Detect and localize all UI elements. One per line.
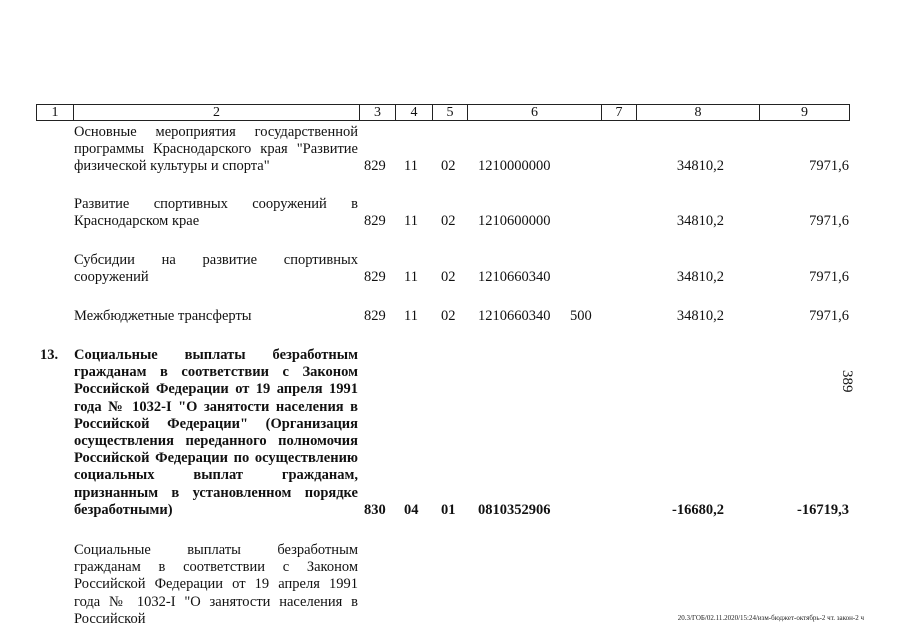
header-col-2: 2 [73, 105, 359, 120]
header-col-9: 9 [759, 105, 849, 120]
cell-ministry: 829 [364, 308, 386, 324]
cell-amount-1: 34810,2 [676, 269, 724, 285]
row-description: Межбюджетные трансферты [74, 308, 252, 324]
row-description: Основные мероприятия государственной программы Краснодарского края "Развитие физической культуры и спорта" [74, 124, 358, 175]
cell-subsection: 02 [441, 308, 456, 324]
cell-section: 11 [404, 269, 418, 285]
cell-amount-1: -16680,2 [672, 502, 724, 518]
header-col-8: 8 [636, 105, 759, 120]
cell-target-article: 1210000000 [478, 158, 551, 174]
cell-amount-1: 34810,2 [676, 158, 724, 174]
header-col-4: 4 [395, 105, 432, 120]
row-number: 13. [40, 347, 59, 363]
cell-amount-2: -16719,3 [797, 502, 849, 518]
cell-ministry: 829 [364, 158, 386, 174]
header-col-6: 6 [467, 105, 601, 120]
cell-amount-2: 7971,6 [809, 269, 849, 285]
cell-target-article: 1210660340 [478, 308, 551, 324]
row-description: Социальные выплаты безработным гражданам в соответствии с Законом Российской Федерации от 19 апреля 1991 года № 1032-I "О занятости населения в Российской Федерации" (Организация осуществления переданного полномочия Российской Федерации по осуществлению социальных выплат гражданам, признанным в установленном порядке безработными) [74, 347, 358, 518]
cell-amount-1: 34810,2 [676, 308, 724, 324]
cell-subsection: 02 [441, 213, 456, 229]
cell-amount-2: 7971,6 [809, 308, 849, 324]
header-col-5: 5 [432, 105, 467, 120]
table-header-row [36, 104, 850, 121]
row-description: Развитие спортивных сооружений в Краснодарском крае [74, 196, 358, 230]
cell-target-article: 1210600000 [478, 213, 551, 229]
cell-amount-2: 7971,6 [809, 158, 849, 174]
cell-section: 04 [404, 502, 419, 518]
cell-ministry: 830 [364, 502, 386, 518]
cell-target-article: 0810352906 [478, 502, 551, 518]
cell-target-article: 1210660340 [478, 269, 551, 285]
header-col-3: 3 [359, 105, 395, 120]
cell-section: 11 [404, 158, 418, 174]
cell-ministry: 829 [364, 213, 386, 229]
page-number: 389 [839, 370, 855, 393]
cell-subsection: 02 [441, 269, 456, 285]
header-col-1: 1 [51, 105, 59, 120]
cell-subsection: 02 [441, 158, 456, 174]
cell-ministry: 829 [364, 269, 386, 285]
cell-amount-1: 34810,2 [676, 213, 724, 229]
footer-file-stamp: 20.3/ГОБ/02.11.2020/15:24/изм-бюджет-октябрь-2 чт. закон-2 ч [677, 614, 864, 622]
cell-amount-2: 7971,6 [809, 213, 849, 229]
cell-section: 11 [404, 308, 418, 324]
row-description: Субсидии на развитие спортивных сооружений [74, 252, 358, 286]
cell-expense-type: 500 [570, 308, 592, 324]
cell-subsection: 01 [441, 502, 456, 518]
header-col-7: 7 [601, 105, 636, 120]
row-description: Социальные выплаты безработным гражданам в соответствии с Законом Российской Федерации от 19 апреля 1991 года № 1032-I "О занятости населения в Российской [74, 542, 358, 627]
cell-section: 11 [404, 213, 418, 229]
